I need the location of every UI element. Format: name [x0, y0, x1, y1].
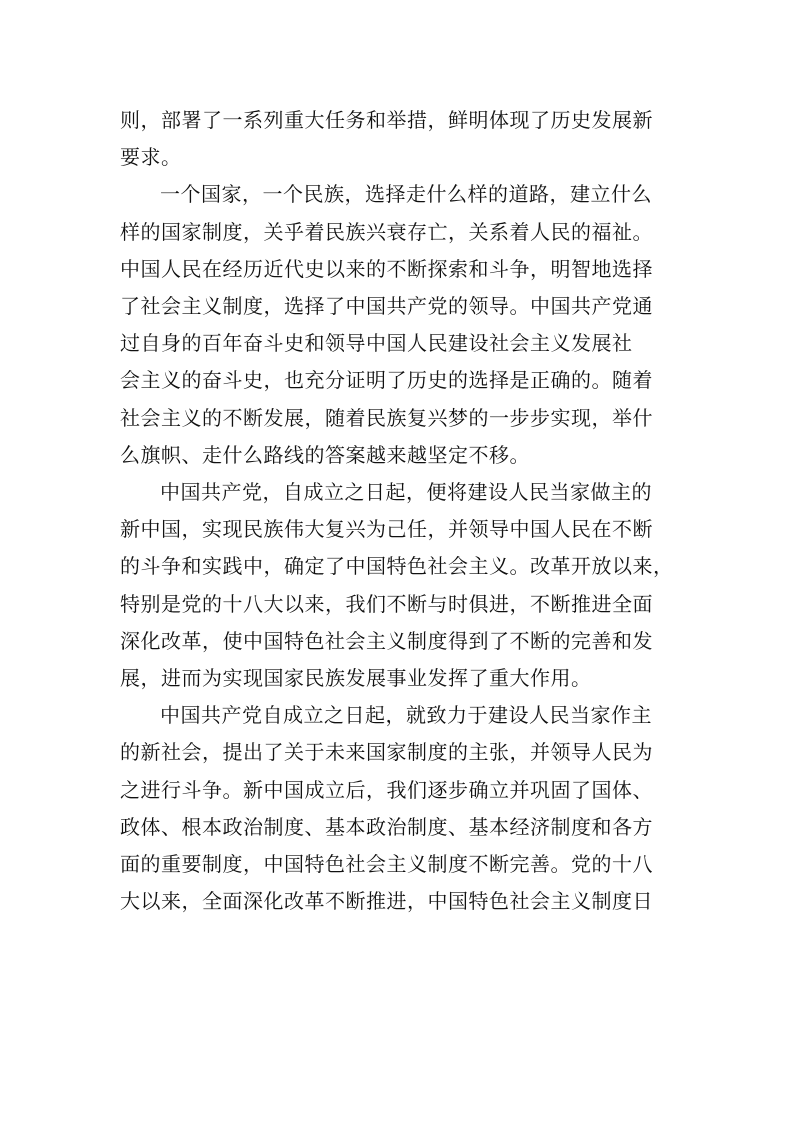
text-line: 会主义的奋斗史，也充分证明了历史的选择是正确的。随着 — [120, 368, 653, 393]
text-line: 一个国家，一个民族，选择走什么样的道路，建立什么 — [160, 182, 652, 207]
text-line: 的斗争和实践中，确定了中国特色社会主义。改革开放以来， — [120, 554, 674, 579]
text-line: 么旗帜、走什么路线的答案越来越坚定不移。 — [120, 442, 530, 467]
text-line: 深化改革，使中国特色社会主义制度得到了不断的完善和发 — [120, 628, 653, 653]
text-line: 之进行斗争。新中国成立后，我们逐步确立并巩固了国体、 — [120, 777, 653, 802]
text-line: 特别是党的十八大以来，我们不断与时俱进，不断推进全面 — [120, 591, 653, 616]
text-line: 了社会主义制度，选择了中国共产党的领导。中国共产党通 — [120, 294, 653, 318]
text-line: 展，进而为实现国家民族发展事业发挥了重大作用。 — [120, 666, 592, 690]
text-line: 面的重要制度，中国特色社会主义制度不断完善。党的十八 — [120, 852, 653, 876]
text-line: 要求。 — [120, 145, 182, 170]
text-line: 中国共产党自成立之日起，就致力于建设人民当家作主 — [160, 703, 652, 728]
text-line: 中国人民在经历近代史以来的不断探索和斗争，明智地选择 — [120, 256, 653, 281]
text-line: 样的国家制度，关乎着民族兴衰存亡，关系着人民的福祉。 — [120, 219, 653, 244]
text-line: 中国共产党，自成立之日起，便将建设人民当家做主的 — [160, 480, 652, 504]
text-line: 新中国，实现民族伟大复兴为己任，并领导中国人民在不断 — [120, 517, 653, 542]
text-line: 过自身的百年奋斗史和领导中国人民建设社会主义发展社 — [120, 331, 633, 356]
text-line: 的新社会，提出了关于未来国家制度的主张，并领导人民为 — [120, 740, 653, 765]
text-line: 大以来，全面深化改革不断推进，中国特色社会主义制度日 — [120, 889, 653, 914]
text-line: 社会主义的不断发展，随着民族复兴梦的一步步实现，举什 — [120, 405, 653, 430]
text-line: 政体、根本政治制度、基本政治制度、基本经济制度和各方 — [120, 814, 653, 839]
text-line: 则，部署了一系列重大任务和举措，鲜明体现了历史发展新 — [120, 108, 653, 132]
